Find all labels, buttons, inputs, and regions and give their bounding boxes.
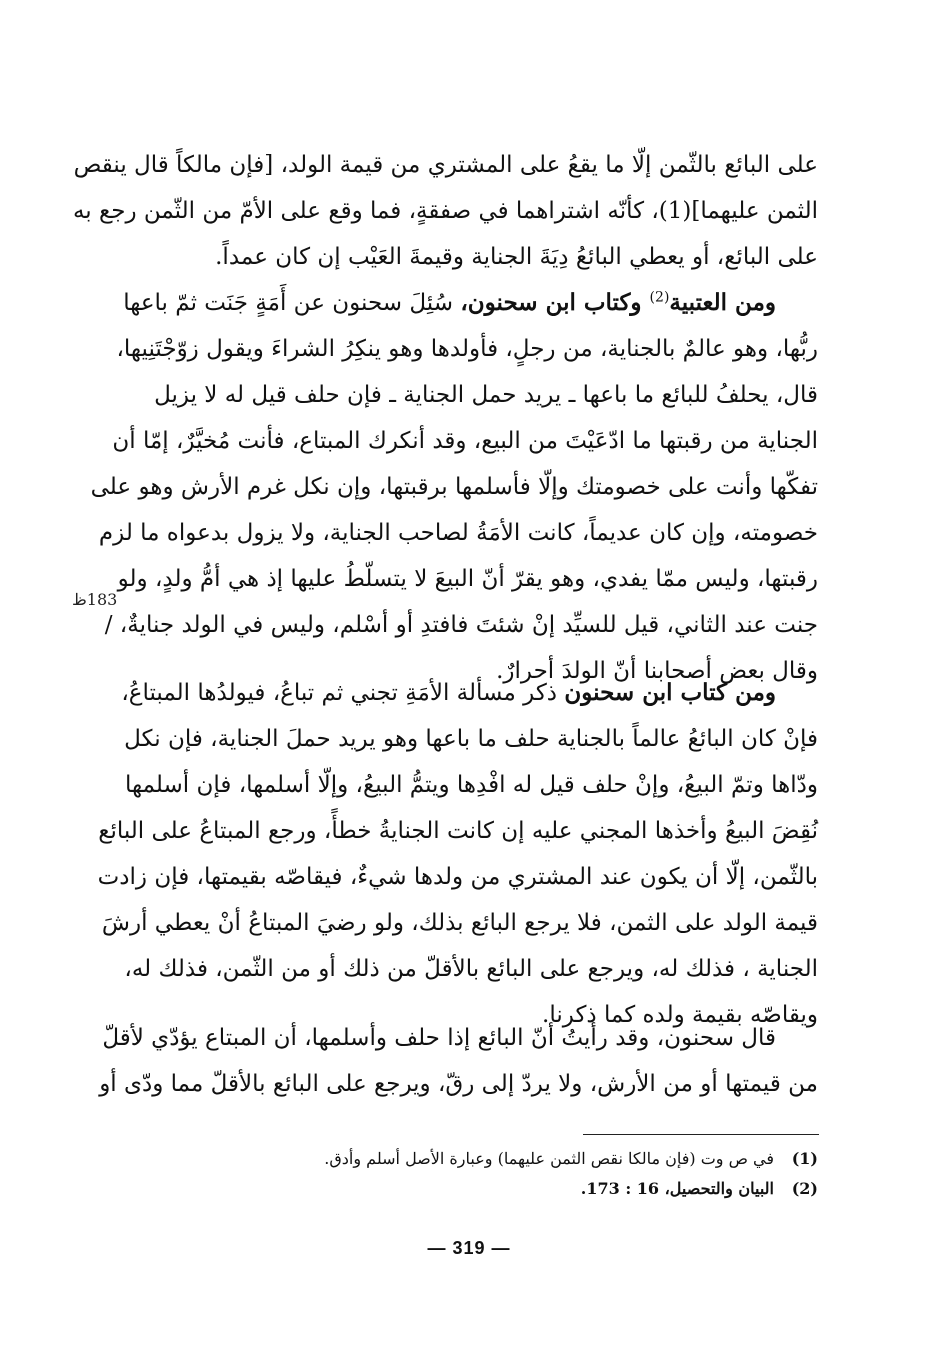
text-line-first — [123, 280, 818, 326]
bold-lead: ومن كتاب ابن سحنون — [564, 679, 776, 706]
text-line: الجناية من رقبتها ما ادّعَيْتَ من البيع، وقد أنكرك المبتاع، فأنت مُخيَّرٌ، إمّا أن — [112, 428, 818, 454]
text-line: ودّاها وتمّ البيعُ، وإنْ حلف قيل له افْدِها ويتمُّ البيعُ، وإلّا أسلمها، فإن أسلمها — [125, 772, 818, 798]
text-line: ربُّها، وهو عالمٌ بالجناية، من رجلٍ، فأولدها وهو ينكِرُ الشراءَ ويقول زوّجْتَنِيها، — [116, 336, 818, 362]
text-line: ويقاصّه بقيمة ولده كما ذكرنا. — [542, 1002, 818, 1028]
text-line: خصومته، وإن كان عديماً، كانت الأمَةُ لصاحب الجناية، ولا يزول بدعواه ما لزم — [98, 520, 818, 546]
page-number: — 319 — — [427, 1238, 511, 1258]
footnotes — [150, 1144, 818, 1204]
text-line: قال سحنون، وقد رأيتُ أنّ البائع إذا حلف وأسلمها، أن المبتاع يؤدّي لأقلّ — [102, 1025, 776, 1051]
text-line: وقال بعض أصحابنا أنّ الولدَ أحرارٌ. — [496, 658, 818, 684]
footnote-1 — [150, 1144, 818, 1174]
text-line: نُقِضَ البيعُ وأخذها المجني عليه إن كانت الجنايةُ خطأً، ورجع المبتاعُ على البائع — [98, 818, 818, 844]
text-line: فإنْ كان البائعُ عالماً بالجناية حلف ما باعها وهو يريد حملَ الجناية، فإن نكل — [124, 726, 818, 752]
footnote-number: (1) — [791, 1149, 818, 1168]
line-rest: ذكر مسألة الأمَةِ تجني ثم تباعُ، فيولدُها المبتاعُ، — [121, 680, 565, 706]
paragraph-1 — [72, 142, 818, 280]
text-line: على البائع بالثّمن إلّا ما يقعُ على المشتري من قيمة الولد، [فإن مالكاً قال ينقص — [73, 152, 818, 178]
text-line: تفكّها وأنت على خصومتك وإلّا فأسلمها برقبتها، وإن نكل غرم الأرش وهو على — [90, 474, 818, 500]
text-line: رقبتها، وليس ممّا يفدي، وهو يقرّ أنّ البيعَ لا يتسلّطُ عليها إذ هي أمُّ ولدٍ، ولو — [117, 566, 818, 592]
margin-folio-note: 183ظ — [72, 590, 118, 609]
text-line: قال، يحلفُ للبائع ما باعها ـ يريد حمل الجناية ـ فإن حلف قيل له لا يزيل — [154, 382, 818, 408]
bold-lead: ومن العتبية — [669, 289, 776, 316]
footnote-text: البيان والتحصيل، 16 : 173. — [580, 1179, 774, 1198]
text-line-first — [121, 670, 818, 716]
paragraph-4 — [99, 1015, 818, 1107]
footnote-2 — [150, 1174, 818, 1204]
text-line: الجناية ، فذلك له، ويرجع على البائع بالأقلّ من ذلك أو من الثّمن، فذلك له، — [124, 956, 818, 982]
footnote-number: (2) — [791, 1179, 818, 1198]
footnote-text: في ص وت (فإن مالكا نقص الثمن عليهما) وعبارة الأصل أسلم وأدق. — [324, 1149, 774, 1168]
text-line: بالثّمن، إلّا أن يكون عند المشتري من ولدها شيءٌ، فيقاصّه بقيمتها، فإن زادت — [97, 864, 818, 890]
text-line: الثمن عليهما](1)، كأنّه اشتراهما في صفقةٍ، فما وقع على الأمّ من الثّمن رجع به — [72, 198, 818, 224]
bold-lead-2: وكتاب ابن سحنون، — [460, 289, 650, 316]
footnote-separator — [583, 1134, 819, 1135]
text-line: جنت عند الثاني، قيل للسيِّد إنْ شئتَ فافتدِ أو أسْلم، وليس في الولد جنايةٌ، / — [104, 612, 818, 638]
text-line: قيمة الولد على الثمن، فلا يرجع البائع بذلك، ولو رضيَ المبتاعُ أنْ يعطي أرشَ — [101, 910, 818, 936]
text-line: على البائع، أو يعطي البائعُ دِيَةَ الجناية وقيمةَ العَيْب إن كان عمداً. — [215, 244, 818, 270]
text-line: من قيمتها أو من الأرش، ولا يردّ إلى رقّ، ويرجع على البائع بالأقلّ مما ودّى أو — [99, 1071, 818, 1097]
footnote-ref: (2) — [649, 289, 670, 306]
line-rest: سُئِلَ سحنون عن أَمَةٍ جَنَت ثمّ باعها — [123, 290, 461, 316]
